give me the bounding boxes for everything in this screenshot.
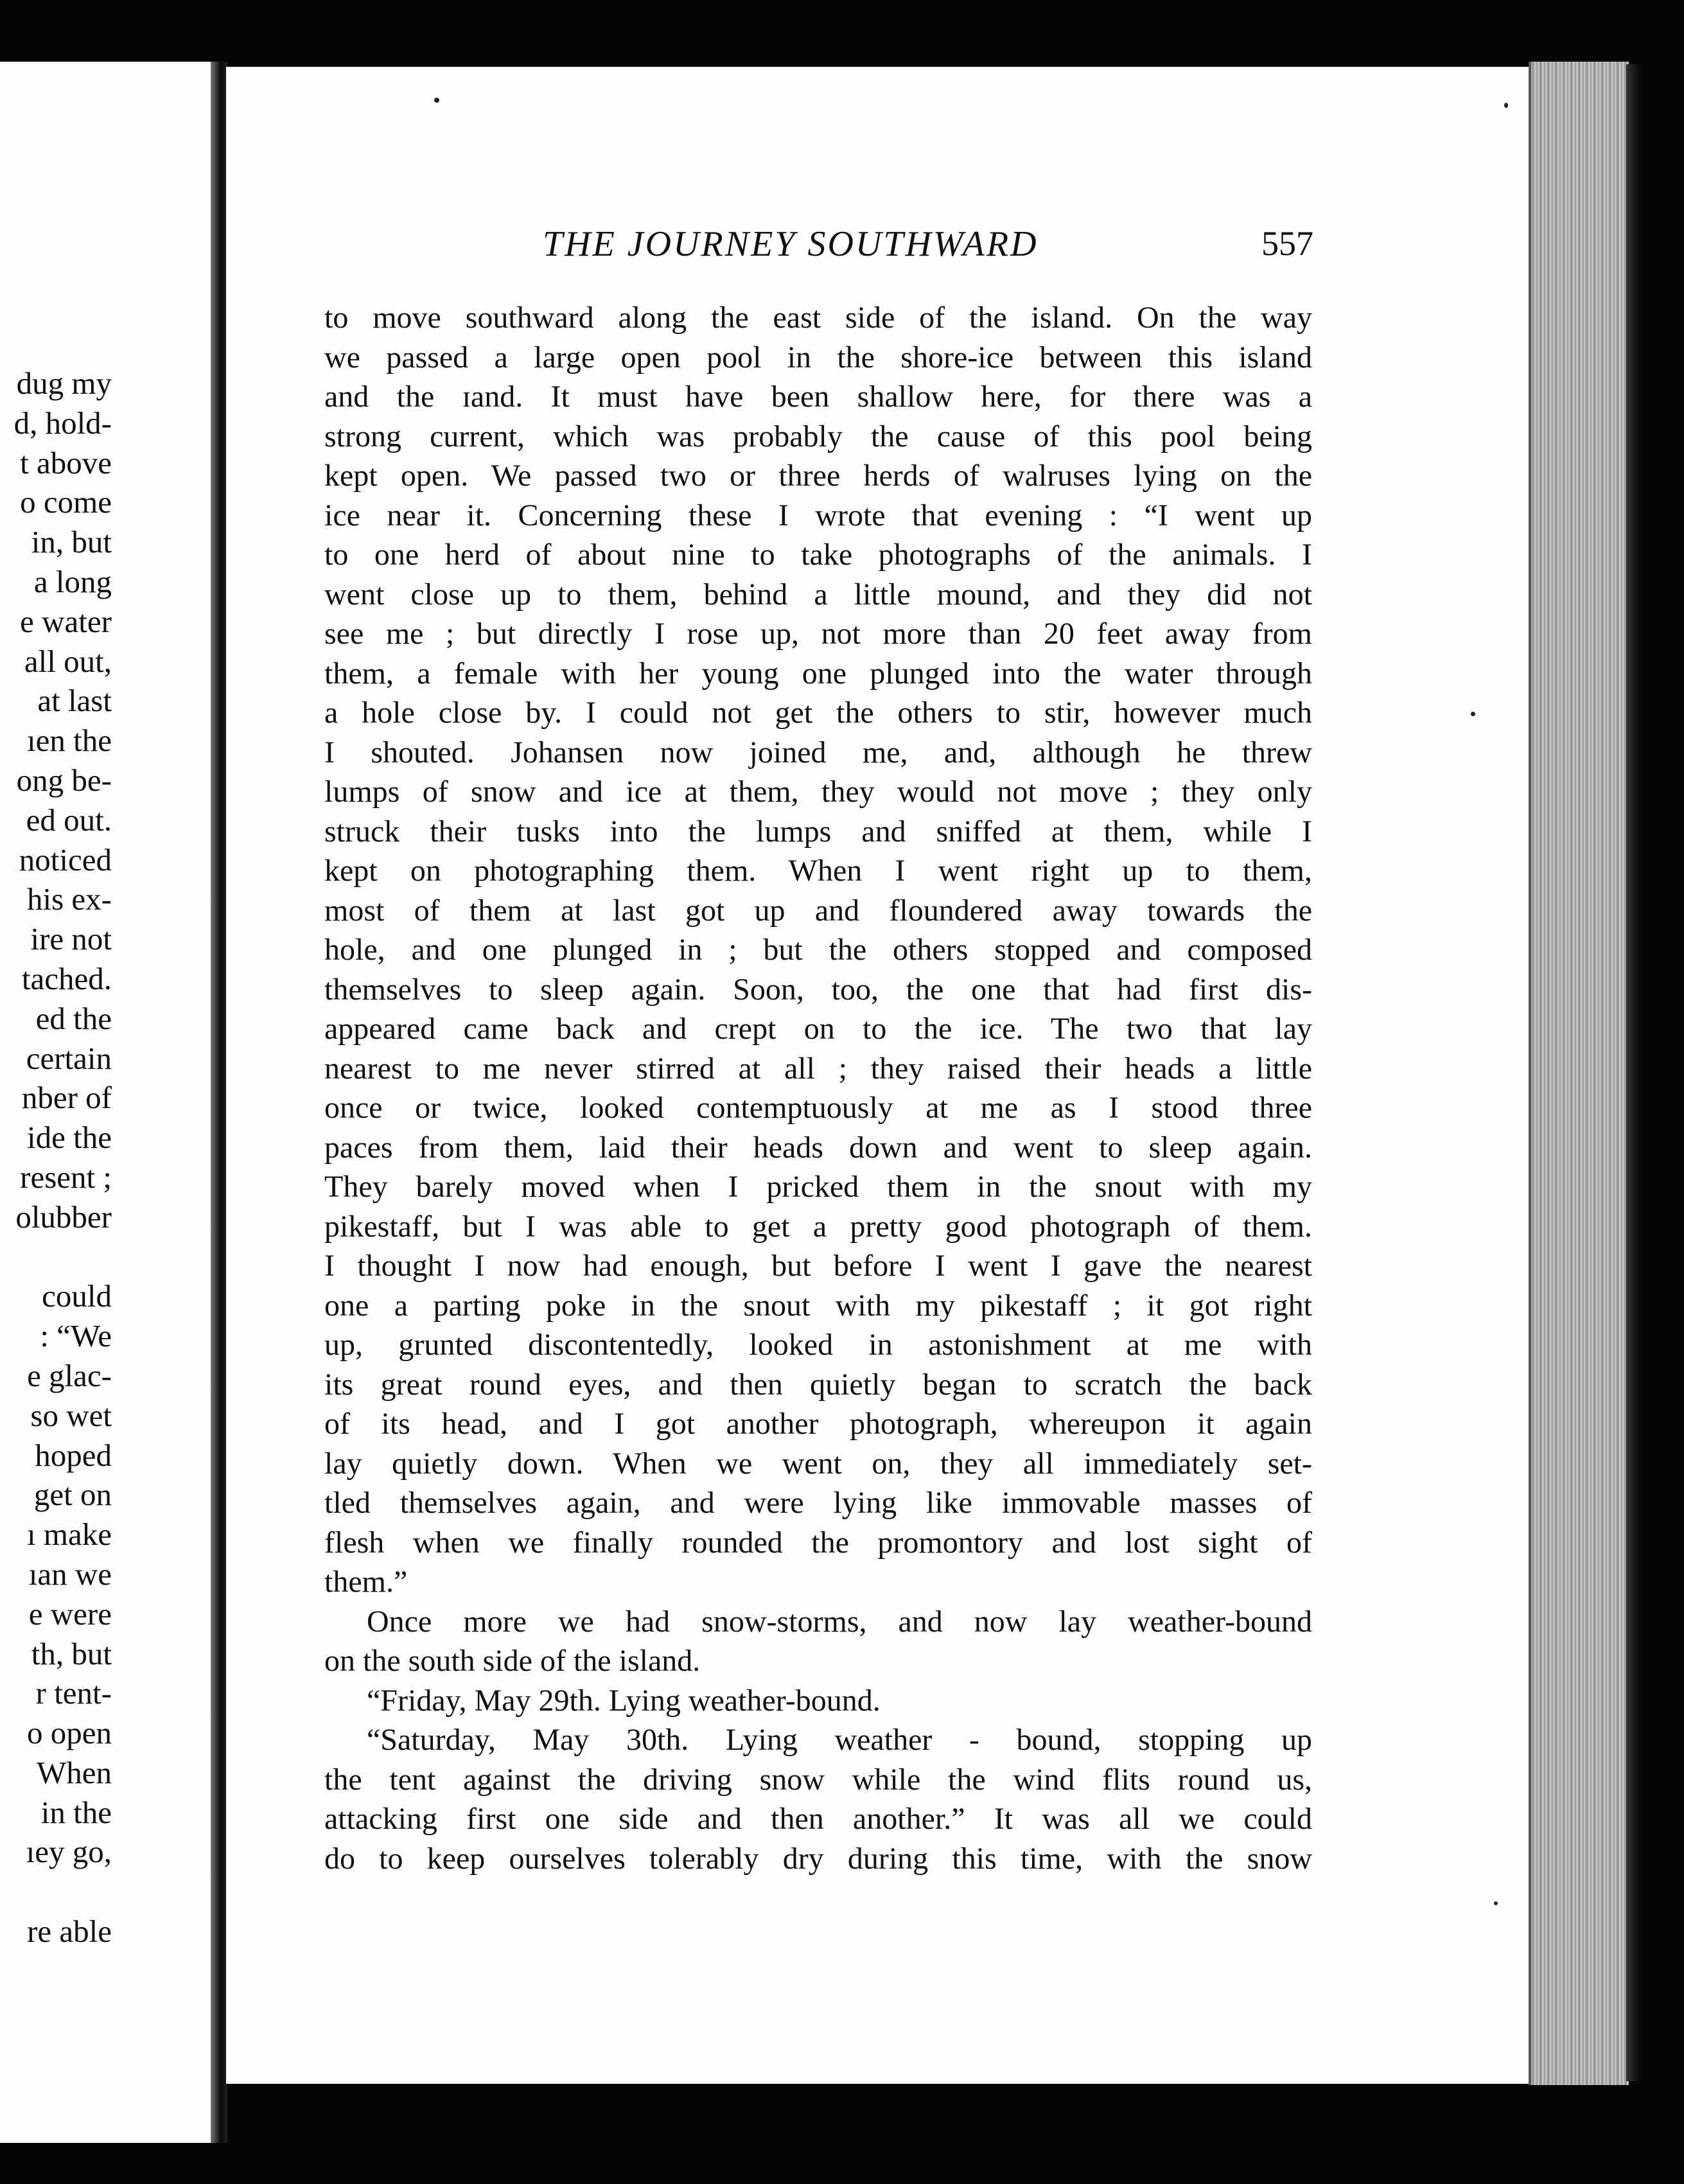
text-line: do to keep ourselves tolerably dry during this time, with the snow <box>324 1841 1312 1876</box>
book-gutter <box>211 62 227 2143</box>
facing-page-line: could <box>42 1278 112 1314</box>
facing-page-line: a long <box>33 563 112 599</box>
facing-page-line: ed the <box>35 1000 112 1036</box>
text-line: “Friday, May 29th. Lying weather-bound. <box>367 1683 881 1718</box>
text-line: and the ɪand. It must have been shallow here, for there was a <box>324 380 1312 414</box>
facing-page-line: d, hold- <box>13 405 112 441</box>
text-line: struck their tusks into the lumps and sniffed at them, while I <box>324 814 1312 849</box>
text-line: kept open. We passed two or three herds of walruses lying on the <box>324 459 1312 493</box>
facing-page-line: all out, <box>24 643 112 679</box>
page-number: 557 <box>1261 224 1313 263</box>
facing-page-line: in, but <box>31 524 112 560</box>
facing-page-line: get on <box>33 1477 112 1513</box>
text-line: They barely moved when I pricked them in the snout with my <box>324 1170 1312 1204</box>
text-line: “Saturday, May 30th. Lying weather - bound, stopping up <box>367 1723 1312 1757</box>
body-text <box>324 298 1312 1878</box>
facing-page-line <box>14 1872 112 1912</box>
text-line: Once more we had snow-storms, and now lay weather-bound <box>367 1604 1312 1639</box>
text-line: tled themselves again, and were lying like immovable masses of <box>324 1486 1312 1520</box>
facing-page-line: re able <box>27 1914 112 1950</box>
facing-page-line: t above <box>20 445 112 480</box>
text-line: see me ; but directly I rose up, not more than 20 feet away from <box>324 617 1312 651</box>
facing-page-line: nber of <box>21 1080 112 1116</box>
running-title: THE JOURNEY SOUTHWARD <box>543 224 1039 264</box>
facing-page-line: r tent- <box>35 1675 112 1711</box>
text-line: up, grunted discontentedly, looked in astonishment at me with <box>324 1328 1312 1362</box>
facing-page-line: certain <box>26 1040 112 1076</box>
facing-page-line: ed out. <box>26 802 112 838</box>
facing-page-line: noticed <box>19 841 112 877</box>
facing-page-line <box>14 1237 112 1277</box>
facing-page-line: his ex- <box>27 881 112 917</box>
facing-page-line: e glac- <box>27 1357 112 1393</box>
text-line: pikestaff, but I was able to get a pretty good photograph of them. <box>324 1209 1312 1244</box>
facing-page-line: e water <box>20 603 112 639</box>
text-line: kept on photographing them. When I went right up to them, <box>324 854 1312 888</box>
text-line: them.” <box>324 1565 408 1599</box>
facing-page-line: in the <box>40 1794 112 1830</box>
text-line: of its head, and I got another photograph, whereupon it again <box>324 1407 1312 1441</box>
facing-page-fragment <box>0 62 217 2143</box>
print-speck <box>1494 1901 1498 1905</box>
text-line: once or twice, looked contemptuously at me as I stood three <box>324 1091 1312 1125</box>
text-line: the tent against the driving snow while the wind flits round us, <box>324 1762 1312 1797</box>
print-speck <box>434 98 439 103</box>
facing-page-line: hoped <box>35 1437 112 1473</box>
text-line: paces from them, laid their heads down and went to sleep again. <box>324 1130 1312 1165</box>
facing-page-text <box>14 364 112 1951</box>
facing-page-line: at last <box>37 683 112 719</box>
text-line: attacking first one side and then another.” It was all we could <box>324 1802 1312 1836</box>
facing-page-line: ire not <box>30 921 112 957</box>
text-line: a hole close by. I could not get the others to stir, however much <box>324 696 1312 730</box>
page-edges <box>1529 62 1629 2085</box>
text-line: strong current, which was probably the cause of this pool being <box>324 419 1312 454</box>
print-speck <box>1471 712 1475 716</box>
text-line: lay quietly down. When we went on, they all immediately set- <box>324 1446 1312 1481</box>
facing-page-line: dug my <box>16 365 112 401</box>
text-line: one a parting poke in the snout with my pikestaff ; it got right <box>324 1288 1312 1323</box>
facing-page-line: When <box>37 1754 112 1790</box>
facing-page-line: ıey go, <box>26 1834 112 1870</box>
facing-page-line: o open <box>27 1715 112 1751</box>
text-line: most of them at last got up and floundered away towards the <box>324 893 1312 928</box>
facing-page-line: ıen the <box>27 723 112 759</box>
facing-page-line: o come <box>20 484 112 520</box>
text-line: on the south side of the island. <box>324 1644 701 1678</box>
text-line: went close up to them, behind a little mound, and they did not <box>324 577 1312 612</box>
facing-page-line: ong be- <box>16 762 112 798</box>
running-head <box>324 224 1313 269</box>
facing-page-line: ıan we <box>28 1556 112 1592</box>
text-line: themselves to sleep again. Soon, too, the one that had first dis- <box>324 972 1312 1007</box>
text-line: to one herd of about nine to take photographs of the animals. I <box>324 538 1312 572</box>
text-line: its great round eyes, and then quietly began to scratch the back <box>324 1367 1312 1402</box>
facing-page-line: resent ; <box>20 1159 112 1195</box>
text-line: nearest to me never stirred at all ; they raised their heads a little <box>324 1051 1312 1086</box>
text-line: hole, and one plunged in ; but the others stopped and composed <box>324 933 1312 967</box>
facing-page-line: ide the <box>27 1120 112 1156</box>
print-speck <box>1504 103 1508 108</box>
text-line: lumps of snow and ice at them, they would not move ; they only <box>324 775 1312 809</box>
facing-page-line: olubber <box>15 1199 112 1235</box>
text-line: appeared came back and crept on to the ice. The two that lay <box>324 1012 1312 1046</box>
text-line: we passed a large open pool in the shore-ice between this island <box>324 340 1312 374</box>
text-line: ice near it. Concerning these I wrote that evening : “I went up <box>324 498 1312 533</box>
facing-page-line: th, but <box>31 1635 112 1671</box>
facing-page-line: so wet <box>30 1397 112 1433</box>
facing-page-line: : “We <box>40 1318 112 1354</box>
text-line: them, a female with her young one plunged into the water through <box>324 656 1312 691</box>
page-edge-shadow <box>1626 64 1642 2081</box>
facing-page-line: ı make <box>27 1517 112 1553</box>
facing-page-line: tached. <box>21 960 112 996</box>
facing-page-line: e were <box>28 1596 112 1632</box>
text-line: I thought I now had enough, but before I went I gave the nearest <box>324 1249 1312 1283</box>
text-line: I shouted. Johansen now joined me, and, although he threw <box>324 735 1312 770</box>
text-line: flesh when we finally rounded the promontory and lost sight of <box>324 1525 1312 1560</box>
text-line: to move southward along the east side of the island. On the way <box>324 301 1312 335</box>
